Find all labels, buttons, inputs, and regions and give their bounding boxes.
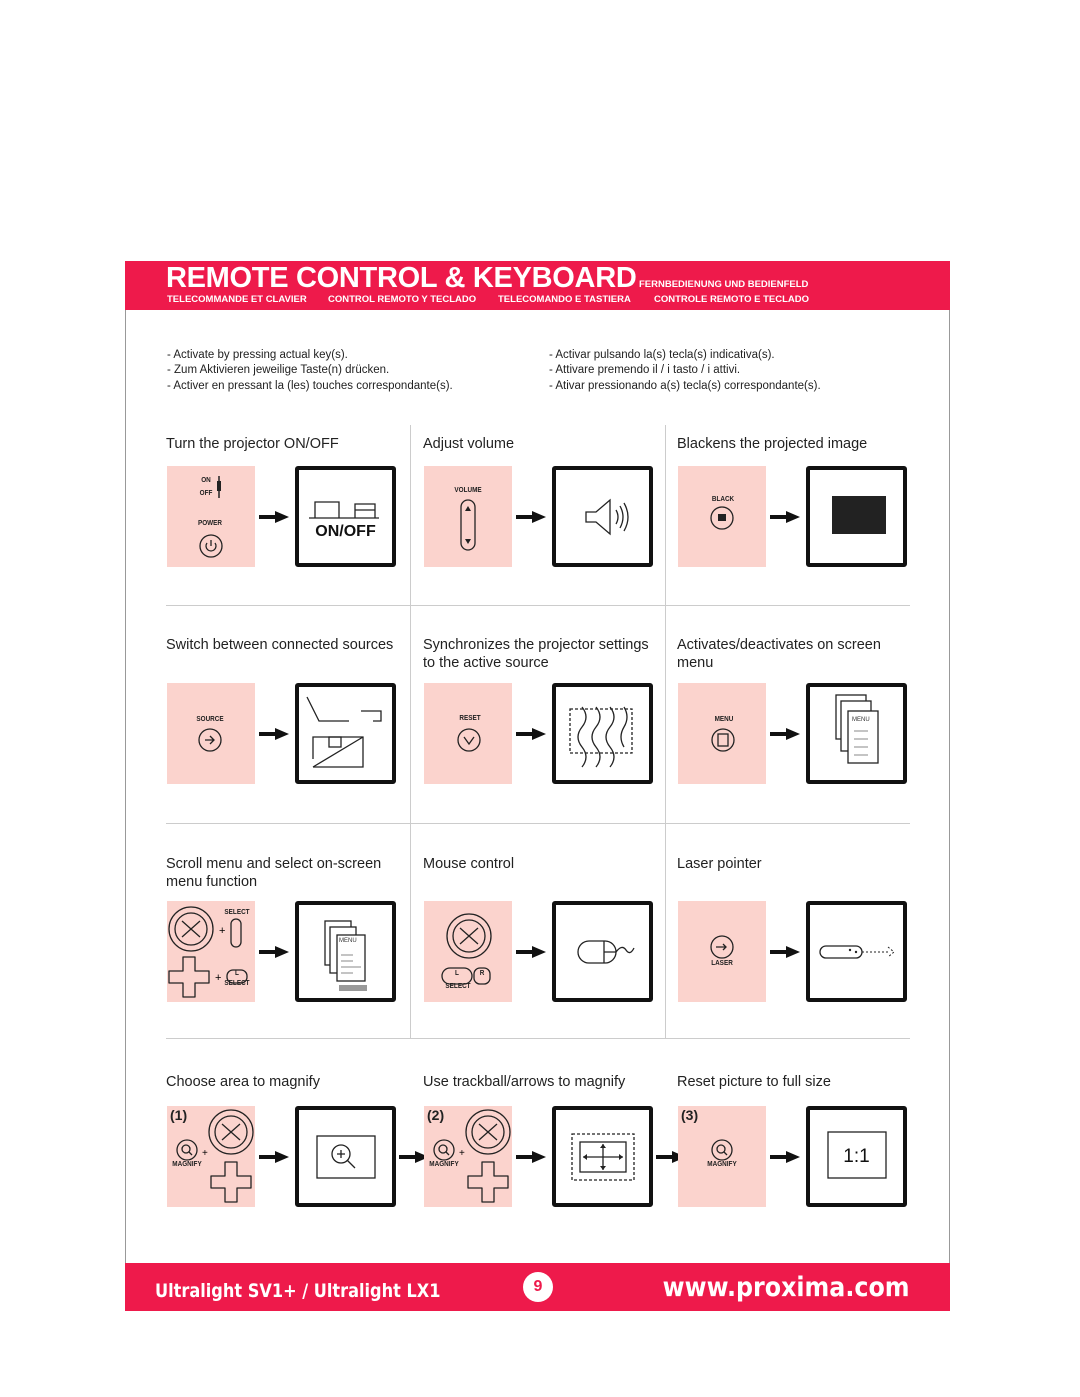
result-screen: [806, 1106, 907, 1207]
svg-text:+: +: [459, 1148, 465, 1159]
key-illustration: [167, 1106, 255, 1207]
arrow-icon: [259, 945, 289, 957]
cell-title: Scroll menu and select on-screen menu function: [166, 856, 382, 890]
result-screen: [552, 1106, 653, 1207]
divider: [166, 1038, 910, 1039]
menu-screen-icon: [810, 687, 903, 780]
key-illustration: [678, 1106, 766, 1207]
screen-text: 1:1: [843, 1146, 870, 1167]
key-label: MAGNIFY: [429, 1159, 459, 1168]
speaker-screen-icon: [556, 470, 649, 563]
result-screen: [295, 466, 396, 567]
arrow-icon: [770, 1150, 800, 1162]
pan-screen-icon: [556, 1110, 649, 1203]
subtitle-de: FERNBEDIENUNG UND BEDIENFELD: [639, 279, 809, 290]
key-label: VOLUME: [454, 485, 482, 494]
arrow-icon: [770, 727, 800, 739]
key-illustration: [167, 901, 255, 1002]
result-screen: [295, 901, 396, 1002]
key-illustration: [424, 1106, 512, 1207]
step-number: (1): [170, 1107, 188, 1123]
key-label: POWER: [197, 518, 223, 527]
intro-line: - Activate by pressing actual key(s).: [167, 349, 348, 361]
arrow-icon: [516, 1150, 546, 1162]
arrow-icon: [516, 727, 546, 739]
key-illustration: [678, 466, 766, 567]
source-key-icon: [167, 683, 255, 784]
arrow-icon: [770, 510, 800, 522]
key-label: ON: [201, 475, 211, 484]
intro-line: - Activer en pressant la (les) touches correspondante(s).: [167, 379, 453, 392]
screen-text: MENU: [339, 938, 357, 944]
intro-left: [167, 348, 453, 394]
key-illustration: [167, 683, 255, 784]
key-label: L: [455, 968, 459, 977]
arrow-icon: [259, 727, 289, 739]
key-label: LASER: [711, 958, 733, 967]
arrow-icon: [259, 510, 289, 522]
arrow-icon: [516, 510, 546, 522]
key-label: MAGNIFY: [707, 1159, 737, 1168]
result-screen: [295, 1106, 396, 1207]
key-illustration: [424, 683, 512, 784]
header-banner: [125, 261, 950, 310]
svg-text:+: +: [219, 925, 226, 937]
result-screen: [552, 466, 653, 567]
key-illustration: [424, 466, 512, 567]
result-screen: [295, 683, 396, 784]
website-url: www.proxima.com: [663, 1272, 910, 1303]
key-label: SOURCE: [196, 714, 224, 723]
onoff-screen-icon: [299, 470, 392, 563]
key-label: L: [235, 968, 239, 977]
result-screen: [806, 901, 907, 1002]
key-label: MAGNIFY: [172, 1159, 202, 1168]
key-label: SELECT: [224, 907, 250, 916]
cell-title: Adjust volume: [423, 436, 515, 452]
intro-line: - Attivare premendo il / i tasto / i attivi.: [549, 364, 741, 377]
sources-screen-icon: [299, 687, 392, 780]
cell-title: Laser pointer: [677, 856, 762, 872]
intro-right: [549, 348, 821, 394]
mouse-screen-icon: [556, 905, 649, 998]
divider: [166, 823, 910, 824]
cell-title: Mouse control: [423, 856, 515, 872]
page-number: 9: [523, 1272, 553, 1302]
intro-line: - Activar pulsando la(s) tecla(s) indicativa(s).: [549, 349, 775, 361]
key-label: OFF: [199, 488, 213, 497]
key-label: MENU: [714, 714, 734, 723]
divider: [665, 425, 666, 1038]
cell-title: Use trackball/arrows to magnify: [423, 1074, 626, 1090]
key-label: RESET: [459, 713, 481, 722]
intro-line: - Ativar pressionando a(s) tecla(s) correspondante(s).: [549, 379, 821, 392]
result-screen: [552, 683, 653, 784]
cell-title: Reset picture to full size: [677, 1074, 831, 1090]
footer-banner: [125, 1263, 950, 1311]
laser-key-icon: [678, 901, 766, 1002]
black-key-icon: [678, 466, 766, 567]
key-label: BLACK: [711, 494, 735, 503]
cell-title: Activates/deactivates on screen menu: [677, 637, 881, 671]
cell-title: Turn the projector ON/OFF: [166, 436, 339, 452]
menu2-screen-icon: [299, 905, 392, 998]
laser-screen-icon: [810, 905, 903, 998]
key-illustration: [424, 901, 512, 1002]
screen-text: ON/OFF: [315, 523, 376, 540]
zoom-screen-icon: [299, 1110, 392, 1203]
step-number: (2): [427, 1107, 445, 1123]
subtitle-es: CONTROL REMOTO Y TECLADO: [328, 294, 477, 305]
divider: [166, 605, 910, 606]
key-illustration: [678, 901, 766, 1002]
subtitle-fr: TELECOMMANDE ET CLAVIER: [167, 294, 307, 305]
arrow-icon: [770, 945, 800, 957]
result-screen: [552, 901, 653, 1002]
menu-key-icon: [678, 683, 766, 784]
volume-key-icon: [424, 466, 512, 567]
subtitle-it: TELECOMANDO E TASTIERA: [498, 294, 631, 305]
key-label: SELECT: [224, 978, 250, 987]
intro-line: - Zum Aktivieren jeweilige Taste(n) drücken.: [167, 364, 390, 377]
svg-text:+: +: [202, 1148, 208, 1159]
key-illustration: [678, 683, 766, 784]
cell-title: Choose area to magnify: [166, 1074, 320, 1090]
black-screen-icon: [810, 470, 903, 563]
result-screen: [806, 683, 907, 784]
cell-title: Synchronizes the projector settings to the active source: [423, 637, 649, 671]
arrow-icon: [516, 945, 546, 957]
subtitle-pt: CONTROLE REMOTO E TECLADO: [654, 294, 809, 305]
model-name: Ultralight SV1+ / Ultralight LX1: [155, 1280, 441, 1302]
svg-text:+: +: [215, 972, 222, 984]
cell-title: Blackens the projected image: [677, 436, 868, 452]
cell-title: Switch between connected sources: [166, 637, 394, 653]
divider: [410, 425, 411, 1038]
page-title: REMOTE CONTROL & KEYBOARD: [166, 262, 637, 294]
key-label: SELECT: [445, 981, 471, 990]
key-label: R: [479, 968, 485, 977]
sync-screen-icon: [556, 687, 649, 780]
key-illustration: [167, 466, 255, 567]
arrow-icon: [259, 1150, 289, 1162]
screen-text: MENU: [852, 717, 870, 723]
reset-key-icon: [424, 683, 512, 784]
result-screen: [806, 466, 907, 567]
step-number: (3): [681, 1107, 699, 1123]
